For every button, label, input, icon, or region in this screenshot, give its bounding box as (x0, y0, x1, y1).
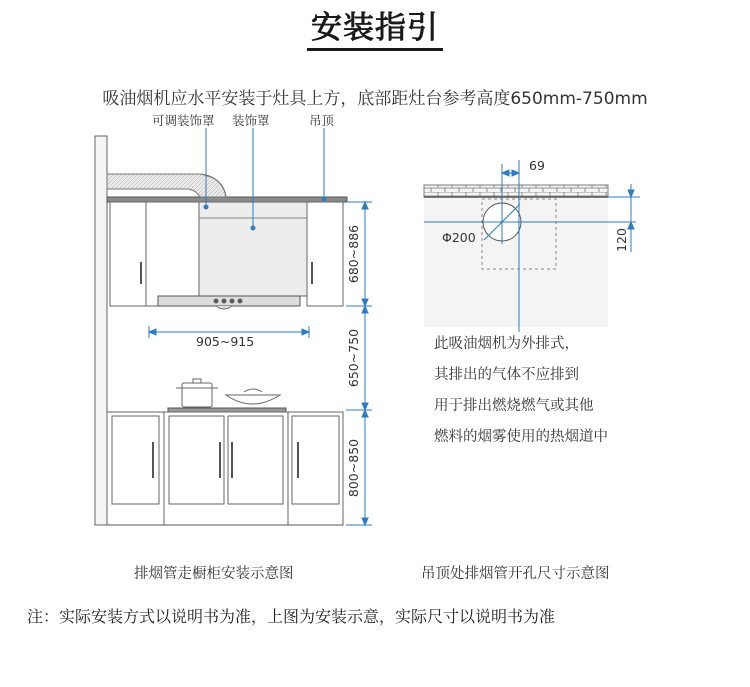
page-title-text: 安装指引 (307, 10, 443, 51)
ceiling-cutout-plan (424, 160, 636, 332)
dim-diameter-label: Φ200 (442, 230, 476, 245)
callout-adjustable-cover: 可调装饰罩 (152, 113, 215, 128)
hood-body (158, 296, 300, 306)
back-wall (95, 136, 107, 525)
pot (176, 379, 218, 407)
dim-offset-label: 69 (529, 158, 545, 173)
upper-cabinet-right (307, 202, 343, 306)
stove-top (168, 408, 286, 412)
ceiling-slab (107, 197, 347, 202)
exhaust-duct (107, 174, 226, 197)
wok (226, 389, 280, 404)
upper-cabinet-left-2 (146, 202, 199, 306)
upper-cabinet-left-1 (110, 202, 146, 306)
dim-depth-label: 120 (614, 228, 629, 252)
callout-cover: 装饰罩 (232, 113, 270, 128)
left-caption: 排烟管走橱柜安装示意图 (134, 566, 294, 582)
right-caption: 吊顶处排烟管开孔尺寸示意图 (421, 566, 610, 582)
wall-section (424, 185, 608, 197)
lower-cabinet-1-door (112, 416, 159, 504)
callout-ceiling: 吊顶 (309, 113, 335, 128)
warning-line-3: 用于排出燃烧燃气或其他 (434, 398, 594, 414)
footnote: 注：实际安装方式以说明书为准，上图为安装示意，实际尺寸以说明书为准 (27, 607, 556, 626)
warning-line-1: 此吸油烟机为外排式， (434, 336, 579, 352)
warning-line-2: 其排出的气体不应排到 (434, 367, 579, 383)
dim-width-label: 905~915 (196, 334, 255, 349)
dim-upper-label: 680~886 (346, 224, 361, 284)
dim-mid-label: 650~750 (346, 328, 361, 388)
dim-lower-label: 800~850 (346, 438, 361, 498)
warning-line-4: 燃料的烟雾使用的热烟道中 (434, 429, 608, 445)
install-subtitle: 吸油烟机应水平安装于灶具上方，底部距灶台参考高度650mm-750mm (102, 89, 648, 109)
